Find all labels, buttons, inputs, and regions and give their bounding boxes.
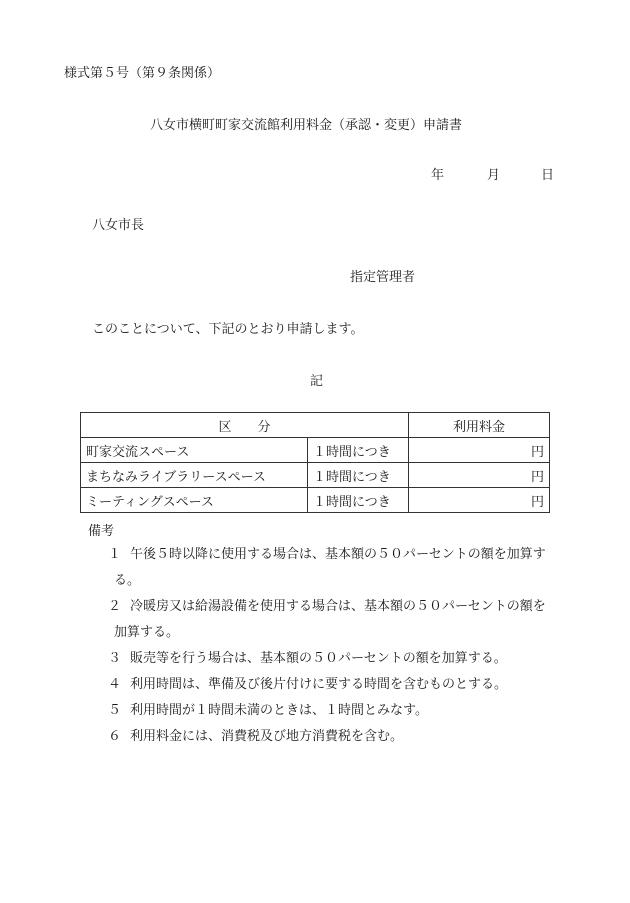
note-text: 利用時間が１時間未満のときは、１時間とみなす。 (130, 703, 428, 718)
fee-cell[interactable]: 円 (409, 488, 550, 513)
space-name: まちなみライブラリースペース (81, 463, 308, 488)
note-text: 利用料金には、消費税及び地方消費税を含む。 (130, 729, 404, 744)
table-row (81, 463, 550, 488)
note-item (108, 698, 578, 724)
manager-label: 指定管理者 (350, 270, 416, 285)
header-kubun: 区 分 (81, 413, 409, 438)
note-text-continued: る。 (114, 573, 141, 588)
unit-label: １時間につき (308, 463, 409, 488)
note-number: １ (108, 547, 122, 562)
table-row (81, 488, 550, 513)
note-text: 利用時間は、準備及び後片付けに要する時間を含むものとする。 (130, 677, 508, 692)
note-text: 冷暖房又は給湯設備を使用する場合は、基本額の５０パーセントの額を (130, 599, 546, 614)
note-number: ６ (108, 729, 122, 744)
notes-title: 備考 (88, 524, 115, 539)
fee-cell[interactable]: 円 (409, 438, 550, 463)
fee-table (80, 412, 550, 513)
unit-label: １時間につき (308, 488, 409, 513)
note-text-continued: 加算する。 (114, 625, 180, 640)
note-item (108, 724, 578, 750)
table-header-row (81, 413, 550, 438)
request-text: このことについて、下記のとおり申請します。 (92, 322, 364, 337)
header-fee: 利用料金 (409, 413, 550, 438)
note-text: 午後５時以降に使用する場合は、基本額の５０パーセントの額を加算す (130, 547, 546, 562)
ki-label: 記 (310, 374, 324, 389)
date-year-label: 年 (431, 168, 445, 183)
note-item (108, 542, 578, 594)
date-day-label: 日 (541, 168, 555, 183)
note-number: ５ (108, 703, 122, 718)
fee-cell[interactable]: 円 (409, 463, 550, 488)
date-month-label: 月 (487, 168, 501, 183)
note-item (108, 672, 578, 698)
table-row (81, 438, 550, 463)
note-number: ２ (108, 599, 122, 614)
unit-label: １時間につき (308, 438, 409, 463)
space-name: ミーティングスペース (81, 488, 308, 513)
note-item (108, 646, 578, 672)
note-text: 販売等を行う場合は、基本額の５０パーセントの額を加算する。 (130, 651, 507, 666)
addressee: 八女市長 (92, 218, 145, 233)
space-name: 町家交流スペース (81, 438, 308, 463)
note-number: ３ (108, 651, 122, 666)
note-item (108, 594, 578, 646)
form-number: 様式第５号（第９条関係） (64, 66, 221, 81)
document-title: 八女市横町町家交流館利用料金（承認・変更）申請書 (150, 118, 463, 133)
note-number: ４ (108, 677, 122, 692)
